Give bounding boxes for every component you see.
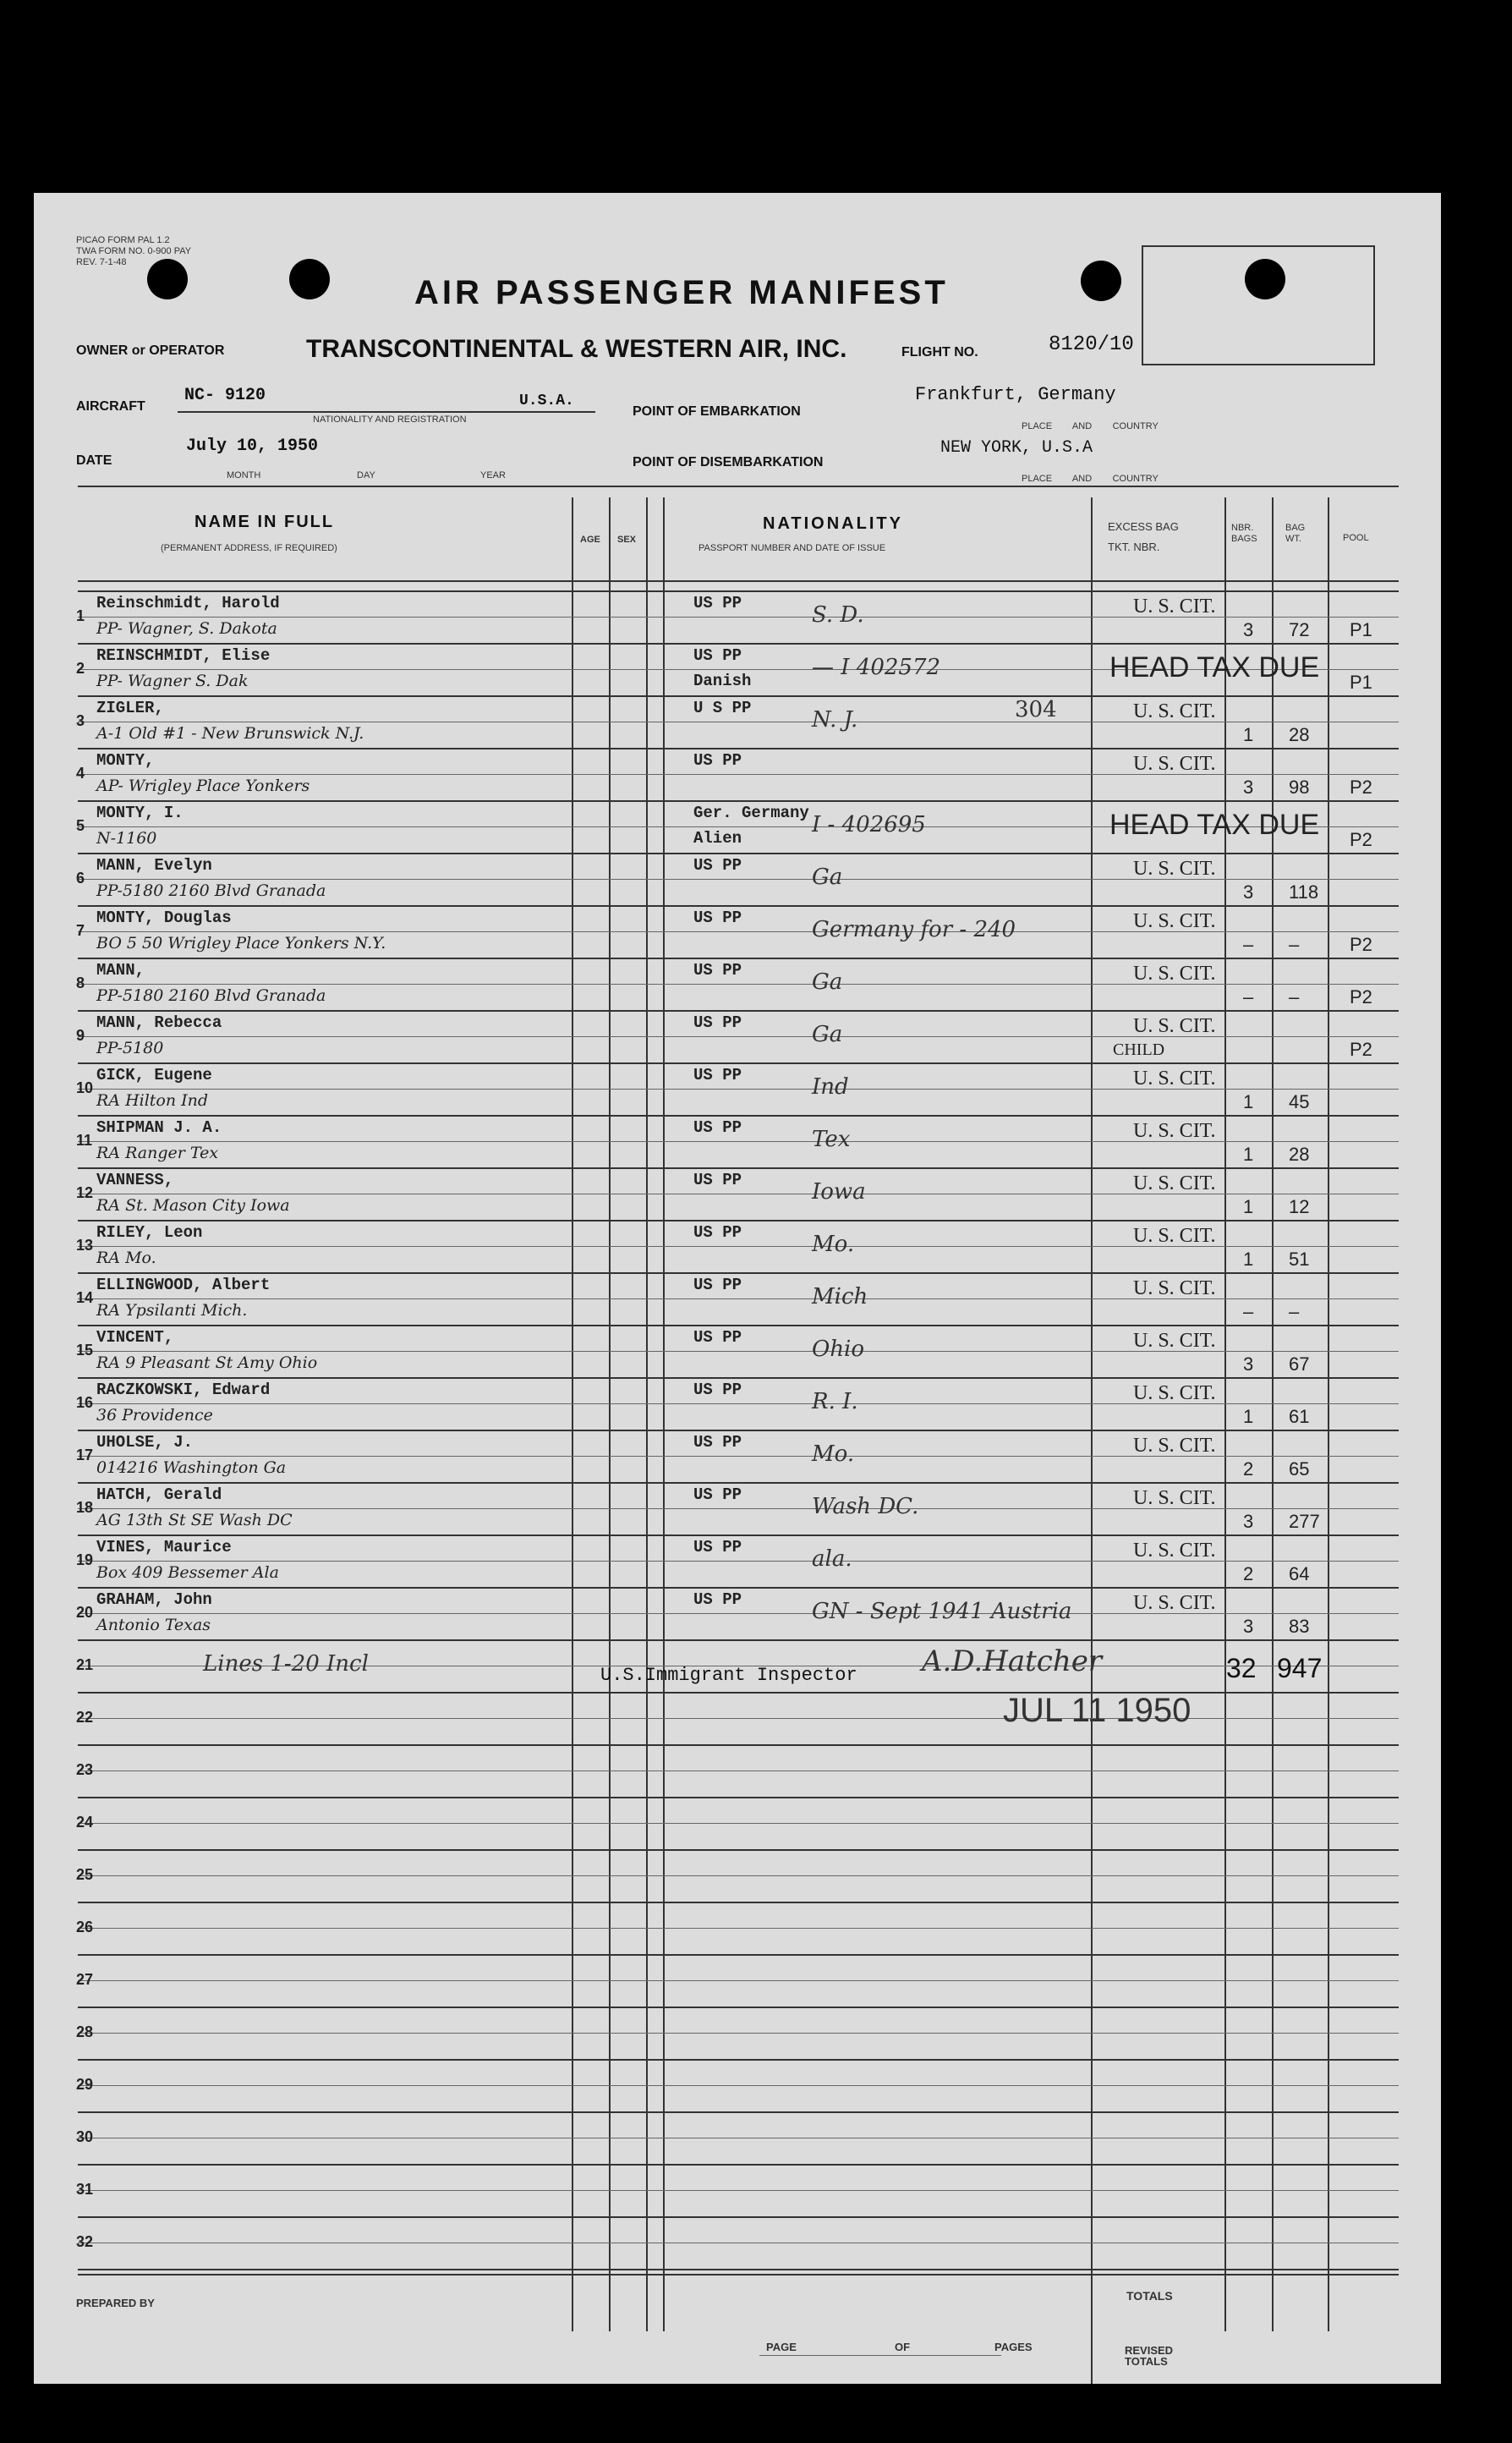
handwritten-note: Ga (812, 865, 843, 890)
passenger-name: RILEY, Leon (96, 1223, 203, 1242)
row-midline (78, 1770, 1399, 1771)
bag-weight: 28 (1289, 1144, 1310, 1165)
row-number: 15 (76, 1342, 94, 1359)
row-line (78, 853, 1399, 854)
row-midline (78, 2033, 1399, 2034)
excess-bag: U. S. CIT. (1133, 700, 1216, 722)
passenger-name: MONTY, (96, 751, 155, 770)
manifest-page (34, 193, 1441, 2384)
row-line (78, 2216, 1399, 2218)
row-number: 14 (76, 1289, 94, 1306)
handwritten-note: Iowa (812, 1179, 866, 1205)
excess-bag: HEAD TAX DUE (1109, 809, 1320, 841)
header-top-line (78, 486, 1399, 487)
nbr-bags: 3 (1243, 777, 1254, 798)
row-line (78, 1797, 1399, 1798)
nationality: US PP (693, 1433, 742, 1452)
passenger-address: BO 5 50 Wrigley Place Yonkers N.Y. (96, 934, 386, 952)
nationality: U S PP (693, 699, 752, 717)
pool: P2 (1350, 777, 1372, 798)
row-number: 28 (76, 2023, 94, 2040)
pool: P1 (1350, 672, 1372, 693)
handwritten-note: R. I. (812, 1389, 858, 1414)
passenger-name: ELLINGWOOD, Albert (96, 1276, 271, 1294)
row-number: 11 (76, 1132, 93, 1149)
row-number: 25 (76, 1866, 94, 1883)
handwritten-note: GN - Sept 1941 Austria (812, 1599, 1072, 1624)
row-line (78, 1325, 1399, 1326)
excess-bag: U. S. CIT. (1133, 1540, 1216, 1562)
nbr-bags: 1 (1243, 1406, 1254, 1427)
punch-hole (289, 259, 330, 299)
row-number: 8 (76, 974, 85, 991)
received-stamp: JUL 11 1950 (1003, 1692, 1192, 1729)
excess-bag: U. S. CIT. (1133, 1120, 1216, 1142)
immigrant-inspector: U.S.Immigrant Inspector (600, 1665, 857, 1686)
page-label: PAGE (766, 2341, 797, 2353)
date-sub-month: MONTH (227, 470, 261, 480)
pool: P1 (1350, 619, 1372, 640)
row-line (78, 1220, 1399, 1222)
passenger-address: RA St. Mason City Iowa (96, 1196, 290, 1215)
row-number: 16 (76, 1394, 94, 1411)
row-number: 4 (76, 765, 85, 782)
pool: P2 (1350, 934, 1372, 955)
passenger-address: PP-5180 2160 Blvd Granada (96, 881, 326, 900)
bag-weight: 45 (1289, 1091, 1310, 1112)
row-line (78, 800, 1399, 802)
total-bags: 32 (1226, 1653, 1257, 1683)
excess-bag: U. S. CIT. (1133, 1330, 1216, 1352)
row-midline (78, 1718, 1399, 1719)
row-line (78, 2007, 1399, 2008)
row-number: 12 (76, 1184, 94, 1201)
handwritten-note: Tex (812, 1127, 851, 1152)
col-bag-wt: BAG WT. (1285, 523, 1306, 544)
row-midline (78, 1875, 1399, 1876)
row-number: 26 (76, 1919, 94, 1935)
revised-totals: REVISED TOTALS (1125, 2344, 1174, 2368)
pool: P2 (1350, 986, 1372, 1007)
total-weight: 947 (1277, 1653, 1323, 1683)
bag-weight: 28 (1289, 724, 1310, 745)
nationality: US PP (693, 1171, 742, 1189)
row-midline (78, 2190, 1399, 2191)
nbr-bags: 1 (1243, 1249, 1254, 1270)
aircraft-underline (178, 411, 595, 413)
excess-bag: U. S. CIT. (1133, 1225, 1216, 1247)
row-line (78, 1115, 1399, 1117)
row-midline (78, 1980, 1399, 1981)
excess-bag-detail: CHILD (1113, 1040, 1165, 1059)
row-number: 21 (76, 1656, 94, 1673)
aircraft-nationality: U.S.A. (519, 393, 574, 409)
excess-bag: U. S. CIT. (1133, 1068, 1216, 1090)
row-line (78, 643, 1399, 645)
handwritten-note: Ohio (812, 1337, 865, 1362)
passenger-name: VINES, Maurice (96, 1538, 232, 1556)
row-line (78, 590, 1399, 592)
form-id: PICAO FORM PAL 1.2 TWA FORM NO. 0-900 PAY REV. 7-1-48 (76, 235, 192, 267)
col-divider (1328, 497, 1329, 2331)
row-line (78, 1272, 1399, 1274)
row-line (78, 1902, 1399, 1903)
nationality: US PP (693, 856, 742, 875)
row-line (78, 1954, 1399, 1956)
col-excess: EXCESS BAG (1108, 520, 1179, 533)
bag-weight: 67 (1289, 1353, 1310, 1375)
nbr-bags: 1 (1243, 724, 1254, 745)
passenger-name: UHOLSE, J. (96, 1433, 194, 1452)
date-value: July 10, 1950 (186, 436, 319, 456)
page-title: AIR PASSENGER MANIFEST (414, 274, 949, 311)
row-number: 29 (76, 2076, 94, 2093)
nationality: US PP (693, 961, 742, 980)
lines-note: Lines 1-20 Incl (203, 1651, 369, 1677)
embarkation-value: Frankfurt, Germany (915, 384, 1116, 405)
passenger-name: ZIGLER, (96, 699, 164, 717)
row-number: 23 (76, 1761, 94, 1778)
row-number: 27 (76, 1971, 94, 1988)
handwritten-note: Ga (812, 1022, 843, 1047)
col-nationality: NATIONALITY (763, 514, 903, 533)
excess-bag: U. S. CIT. (1133, 753, 1216, 775)
passenger-name: HATCH, Gerald (96, 1485, 222, 1504)
row-line (78, 1167, 1399, 1169)
nationality: US PP (693, 1223, 742, 1242)
nationality: US PP (693, 1066, 742, 1084)
owner-label: OWNER or OPERATOR (76, 343, 225, 358)
row-number: 19 (76, 1551, 94, 1568)
excess-bag: U. S. CIT. (1133, 910, 1216, 932)
flight-label: FLIGHT NO. (901, 345, 978, 360)
row-number: 2 (76, 660, 85, 677)
row-number: 17 (76, 1447, 94, 1463)
nbr-bags: 3 (1243, 1511, 1254, 1532)
nbr-bags: 1 (1243, 1144, 1254, 1165)
nbr-bags: 1 (1243, 1196, 1254, 1217)
row-number: 6 (76, 870, 85, 887)
passenger-address: RA 9 Pleasant St Amy Ohio (96, 1353, 318, 1372)
passenger-address: PP- Wagner S. Dak (96, 672, 249, 690)
row-number: 20 (76, 1604, 94, 1621)
col-nationality-sub: PASSPORT NUMBER AND DATE OF ISSUE (698, 543, 886, 553)
handwritten-note: Ga (812, 969, 843, 995)
totals-divider (1091, 2274, 1093, 2384)
handwritten-note: — I 402572 (812, 655, 941, 680)
passenger-address: 36 Providence (96, 1406, 213, 1425)
date-label: DATE (76, 453, 112, 468)
nationality: US PP (693, 751, 742, 770)
excess-bag: U. S. CIT. (1133, 1487, 1216, 1509)
pool: P2 (1350, 1039, 1372, 1060)
excess-bag: U. S. CIT. (1133, 1435, 1216, 1457)
row-line (78, 1639, 1399, 1641)
passenger-name: SHIPMAN J. A. (96, 1118, 222, 1137)
handwritten-note: I - 402695 (812, 812, 926, 837)
owner-value: TRANSCONTINENTAL & WESTERN AIR, INC. (306, 335, 847, 363)
col-name: NAME IN FULL (194, 513, 335, 531)
excess-bag: U. S. CIT. (1133, 963, 1216, 985)
passenger-name: VINCENT, (96, 1328, 174, 1347)
row-line (78, 2164, 1399, 2166)
nationality: US PP (693, 1538, 742, 1556)
passenger-name: MONTY, I. (96, 804, 184, 822)
handwritten-note: ala. (812, 1546, 852, 1572)
punch-hole (1081, 261, 1121, 301)
passenger-address: PP-5180 2160 Blvd Granada (96, 986, 326, 1005)
col-divider (663, 497, 665, 2331)
bag-weight: 12 (1289, 1196, 1310, 1217)
embarkation-sub: PLACE AND COUNTRY (1022, 421, 1159, 431)
col-sex: SEX (617, 535, 637, 545)
nbr-bags: 3 (1243, 1353, 1254, 1375)
footer-line (78, 2274, 1399, 2276)
passenger-name: MANN, (96, 961, 145, 980)
passenger-address: Box 409 Bessemer Ala (96, 1563, 279, 1582)
col-divider (1091, 497, 1093, 2384)
aircraft-value: NC- 9120 (184, 386, 266, 405)
passenger-address: 014216 Washington Ga (96, 1458, 287, 1477)
prepared-by: PREPARED BY (76, 2297, 155, 2309)
row-line (78, 1482, 1399, 1484)
nbr-bags: – (1243, 934, 1254, 955)
row-midline (78, 2085, 1399, 2086)
bag-weight: – (1289, 934, 1300, 955)
row-line (78, 1849, 1399, 1851)
nbr-bags: 3 (1243, 1616, 1254, 1637)
passenger-name: RACZKOWSKI, Edward (96, 1381, 271, 1399)
page-underline (759, 2355, 1001, 2356)
row-line (78, 905, 1399, 907)
row-line (78, 695, 1399, 697)
row-line (78, 748, 1399, 749)
passenger-name: VANNESS, (96, 1171, 174, 1189)
nationality-detail: Danish (693, 672, 752, 690)
row-number: 24 (76, 1814, 94, 1831)
passenger-name: MANN, Rebecca (96, 1013, 222, 1032)
disembarkation-value: NEW YORK, U.S.A (940, 438, 1093, 458)
handwritten-note: Mich (812, 1284, 868, 1309)
aircraft-label: AIRCRAFT (76, 399, 145, 414)
passenger-address: RA Ranger Tex (96, 1144, 219, 1162)
passenger-address: Antonio Texas (96, 1616, 211, 1634)
passenger-name: GRAHAM, John (96, 1590, 212, 1609)
row-line (78, 958, 1399, 959)
bag-weight: 64 (1289, 1563, 1310, 1584)
passenger-name: GICK, Eugene (96, 1066, 212, 1084)
excess-bag: U. S. CIT. (1133, 858, 1216, 880)
passenger-address: RA Hilton Ind (96, 1091, 209, 1110)
row-number: 10 (76, 1079, 94, 1096)
handwritten-note: Mo. (812, 1232, 855, 1257)
bag-weight: – (1289, 986, 1300, 1007)
excess-bag: U. S. CIT. (1133, 1172, 1216, 1194)
row-line (78, 1744, 1399, 1746)
col-pool: POOL (1343, 533, 1369, 543)
bag-weight: 72 (1289, 619, 1310, 640)
row-line (78, 1587, 1399, 1589)
passenger-name: MONTY, Douglas (96, 909, 232, 927)
bag-weight: 61 (1289, 1406, 1310, 1427)
nbr-bags: 3 (1243, 881, 1254, 903)
row-number: 13 (76, 1237, 94, 1254)
row-line (78, 1062, 1399, 1064)
col-age: AGE (580, 535, 600, 545)
nationality: US PP (693, 909, 742, 927)
passenger-address: AP- Wrigley Place Yonkers (96, 777, 310, 795)
row-number: 18 (76, 1499, 94, 1516)
excess-bag: U. S. CIT. (1133, 596, 1216, 618)
header-bottom-line (78, 580, 1399, 582)
handwritten-note: Germany for - 240 (812, 917, 1016, 942)
bag-weight: – (1289, 1301, 1300, 1322)
nbr-bags: – (1243, 986, 1254, 1007)
nationality: US PP (693, 1328, 742, 1347)
row-number: 5 (76, 817, 85, 834)
nbr-bags: 3 (1243, 619, 1254, 640)
nbr-bags: 1 (1243, 1091, 1254, 1112)
row-number: 7 (76, 922, 85, 939)
row-number: 31 (76, 2181, 94, 2198)
row-number: 30 (76, 2128, 94, 2145)
col-name-sub: (PERMANENT ADDRESS, IF REQUIRED) (161, 543, 337, 553)
passenger-address: PP-5180 (96, 1039, 164, 1057)
excess-bag: U. S. CIT. (1133, 1382, 1216, 1404)
col-excess-sub: TKT. NBR. (1108, 541, 1160, 553)
col-divider (572, 497, 573, 2331)
note-number: 304 (1015, 697, 1057, 722)
page-of: OF (895, 2341, 911, 2353)
bag-weight: 118 (1289, 881, 1319, 903)
row-line (78, 1377, 1399, 1379)
row-line (78, 1010, 1399, 1012)
row-line (78, 2111, 1399, 2113)
handwritten-note: Ind (812, 1074, 849, 1100)
nbr-bags: 2 (1243, 1458, 1254, 1480)
aircraft-sublabel: NATIONALITY AND REGISTRATION (313, 414, 467, 425)
nationality: US PP (693, 1381, 742, 1399)
passenger-address: RA Ypsilanti Mich. (96, 1301, 248, 1320)
row-line (78, 1430, 1399, 1431)
passenger-address: A-1 Old #1 - New Brunswick N.J. (96, 724, 364, 743)
disembarkation-sub: PLACE AND COUNTRY (1022, 474, 1159, 484)
nationality: Ger. Germany (693, 804, 809, 822)
excess-bag: HEAD TAX DUE (1109, 651, 1320, 683)
handwritten-note: N. J. (812, 707, 858, 733)
col-divider (609, 497, 611, 2331)
row-number: 1 (76, 607, 85, 624)
date-sub-day: DAY (357, 470, 375, 480)
nbr-bags: 2 (1243, 1563, 1254, 1584)
row-line (78, 2059, 1399, 2061)
nationality: US PP (693, 646, 742, 665)
page-pages: PAGES (994, 2341, 1033, 2353)
nationality: US PP (693, 1485, 742, 1504)
pool: P2 (1350, 829, 1372, 850)
bag-weight: 277 (1289, 1511, 1320, 1532)
row-line (78, 2269, 1399, 2270)
bag-weight: 83 (1289, 1616, 1310, 1637)
row-number: 32 (76, 2233, 94, 2250)
col-nbr-bags: NBR. BAGS (1231, 523, 1257, 544)
passenger-address: RA Mo. (96, 1249, 156, 1267)
excess-bag: U. S. CIT. (1133, 1277, 1216, 1299)
disembarkation-label: POINT OF DISEMBARKATION (633, 455, 824, 469)
col-divider (1272, 497, 1274, 2331)
nationality: US PP (693, 1118, 742, 1137)
bag-weight: 65 (1289, 1458, 1310, 1480)
handwritten-note: Wash DC. (812, 1494, 919, 1519)
nationality: US PP (693, 1276, 742, 1294)
nbr-bags: – (1243, 1301, 1254, 1322)
stamp-box (1142, 245, 1375, 365)
bag-weight: 51 (1289, 1249, 1310, 1270)
row-line (78, 1534, 1399, 1536)
row-number: 3 (76, 712, 85, 729)
date-sub-year: YEAR (480, 470, 506, 480)
nationality-detail: Alien (693, 829, 742, 848)
nationality: US PP (693, 1590, 742, 1609)
inspector-signature: A.D.Hatcher (922, 1644, 1103, 1678)
row-number: 22 (76, 1709, 94, 1726)
passenger-name: MANN, Evelyn (96, 856, 212, 875)
passenger-name: Reinschmidt, Harold (96, 594, 280, 612)
passenger-address: N-1160 (96, 829, 157, 848)
row-midline (78, 1823, 1399, 1824)
excess-bag: U. S. CIT. (1133, 1592, 1216, 1614)
col-divider (1224, 497, 1226, 2331)
embarkation-label: POINT OF EMBARKATION (633, 404, 801, 419)
flight-value: 8120/10 (1049, 333, 1134, 356)
row-line (78, 1692, 1399, 1694)
handwritten-note: Mo. (812, 1441, 855, 1467)
totals-label: TOTALS (1126, 2289, 1173, 2303)
passenger-address: AG 13th St SE Wash DC (96, 1511, 293, 1529)
row-number: 9 (76, 1027, 85, 1044)
passenger-name: REINSCHMIDT, Elise (96, 646, 271, 665)
nationality: US PP (693, 594, 742, 612)
excess-bag: U. S. CIT. (1133, 1015, 1216, 1037)
nationality: US PP (693, 1013, 742, 1032)
bag-weight: 98 (1289, 777, 1310, 798)
handwritten-note: S. D. (812, 602, 864, 628)
passenger-address: PP- Wagner, S. Dakota (96, 619, 277, 638)
row-midline (78, 1928, 1399, 1929)
col-divider (646, 497, 648, 2331)
